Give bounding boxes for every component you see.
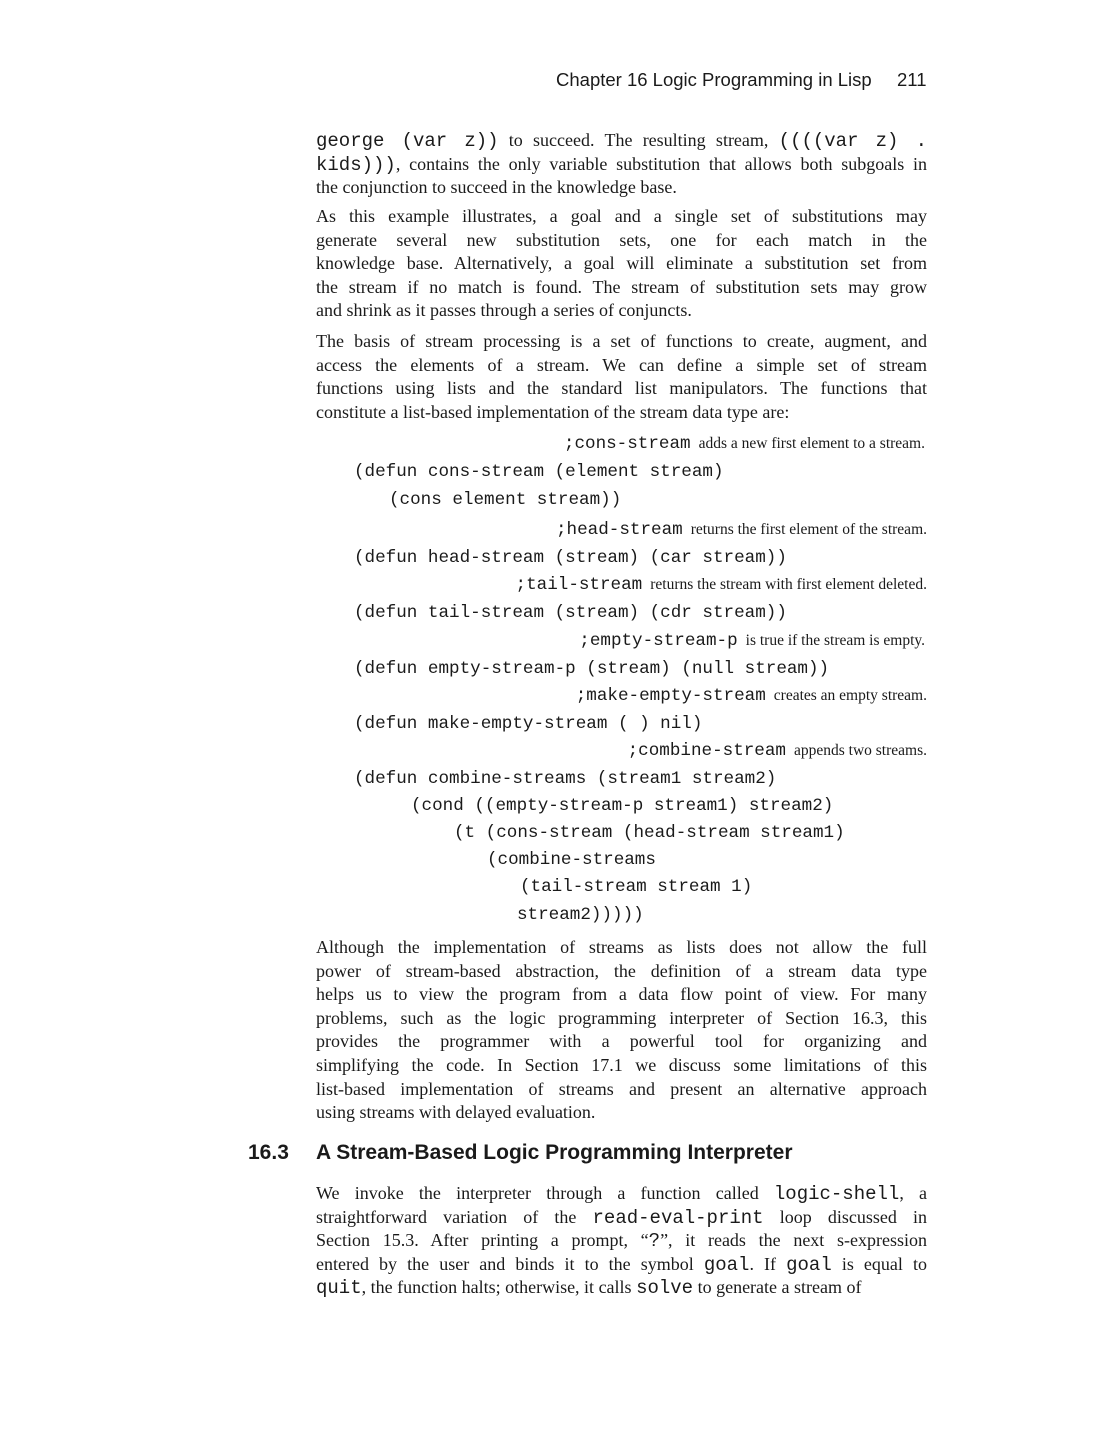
inline-code: kids))) [316,153,396,176]
text-line: knowledge base. Alternatively, a goal will eliminate a substitution set from [316,253,927,274]
text-line: functions using lists and the standard list manipulators. The functions that [316,378,927,399]
code-line: (defun make-empty-stream ( ) nil) [354,714,703,734]
text-line: constitute a list-based implementation of the stream data type are: [316,401,790,422]
section-title: A Stream-Based Logic Programming Interpreter [316,1141,793,1164]
section-number: 16.3 [248,1141,289,1164]
text-line: and shrink as it passes through a series of conjuncts. [316,300,692,321]
code-line: (cond ((empty-stream-p stream1) stream2) [411,796,834,816]
text-line: We invoke the interpreter through a function called logic-shell, a [316,1183,927,1205]
code-comment: ;make-empty-stream creates an empty stream. [575,686,927,706]
inline-code: ? [648,1230,661,1253]
text-line: provides the programmer with a powerful tool for organizing and [316,1031,927,1052]
text-line: the stream if no match is found. The stream of substitution sets may grow [316,276,927,297]
code-line: (t (cons-stream (head-stream stream1) [454,823,845,843]
code-comment: ;tail-stream returns the stream with first element deleted. [515,575,927,595]
running-header: Chapter 16 Logic Programming in Lisp [556,69,872,90]
text-line: power of stream-based abstraction, the definition of a stream data type [316,960,927,981]
paragraph [316,936,927,1125]
text-line: using streams with delayed evaluation. [316,1102,596,1123]
text-line: simplifying the code. In Section 17.1 we discuss some limitations of this [316,1054,927,1075]
inline-code: goal [786,1253,832,1276]
code-line: (defun head-stream (stream) (car stream)) [354,548,787,568]
text-line: quit, the function halts; otherwise, it calls solve to generate a stream of [316,1277,862,1300]
text-line: As this example illustrates, a goal and a single set of substitutions may [316,206,927,226]
text-line: list-based implementation of streams and present an alternative approach [316,1078,927,1099]
inline-code: george (var z)) [316,130,499,152]
text-line: entered by the user and binds it to the symbol goal. If goal is equal to [316,1253,927,1276]
inline-code: quit [316,1277,362,1300]
text-line: generate several new substitution sets, one for each match in the [316,229,927,250]
code-line: (combine-streams [487,850,656,870]
paragraph [316,205,927,323]
code-line: stream2))))) [517,905,644,925]
text-line: helps us to view the program from a data flow point of view. For many [316,984,927,1005]
inline-code: read-eval-print [592,1206,764,1229]
text-line: the conjunction to succeed in the knowledge base. [316,177,677,198]
code-comment: ;combine-stream appends two streams. [627,741,927,761]
paragraph [316,330,927,424]
text-line: kids))), contains the only variable substitution that allows both subgoals in [316,153,927,176]
paragraph [316,129,927,200]
inline-code: ((((var z) . [778,130,928,152]
code-comment: ;empty-stream-p is true if the stream is empty. [579,631,925,651]
code-line: (defun cons-stream (element stream) [354,462,724,482]
text-line: george (var z)) to succeed. The resulting stream, ((((var z) . [316,130,928,152]
code-comment: ;cons-stream adds a new first element to a stream. [563,434,925,454]
inline-code: solve [636,1277,694,1300]
text-line: Although the implementation of streams as lists does not allow the full [316,937,927,957]
text-line: problems, such as the logic programming interpreter of Section 16.3, this [316,1007,927,1028]
text-line: The basis of stream processing is a set of functions to create, augment, and [316,331,927,351]
inline-code: goal [703,1253,750,1276]
inline-code: logic-shell [773,1183,900,1205]
text-line: Section 15.3. After printing a prompt, “?”, it reads the next s-expression [316,1230,927,1253]
text-line: access the elements of a stream. We can define a simple set of stream [316,354,927,375]
text-line: straightforward variation of the read-eval-print loop discussed in [316,1206,928,1229]
code-line: (tail-stream stream 1) [520,877,753,897]
code-line: (cons element stream)) [389,490,622,510]
code-line: (defun empty-stream-p (stream) (null stream)) [354,659,830,679]
code-comment: ;head-stream returns the first element of the stream. [556,520,927,540]
code-line: (defun combine-streams (stream1 stream2) [354,769,777,789]
code-line: (defun tail-stream (stream) (cdr stream)) [354,603,787,623]
paragraph [316,1182,927,1300]
page-number: 211 [897,69,927,90]
